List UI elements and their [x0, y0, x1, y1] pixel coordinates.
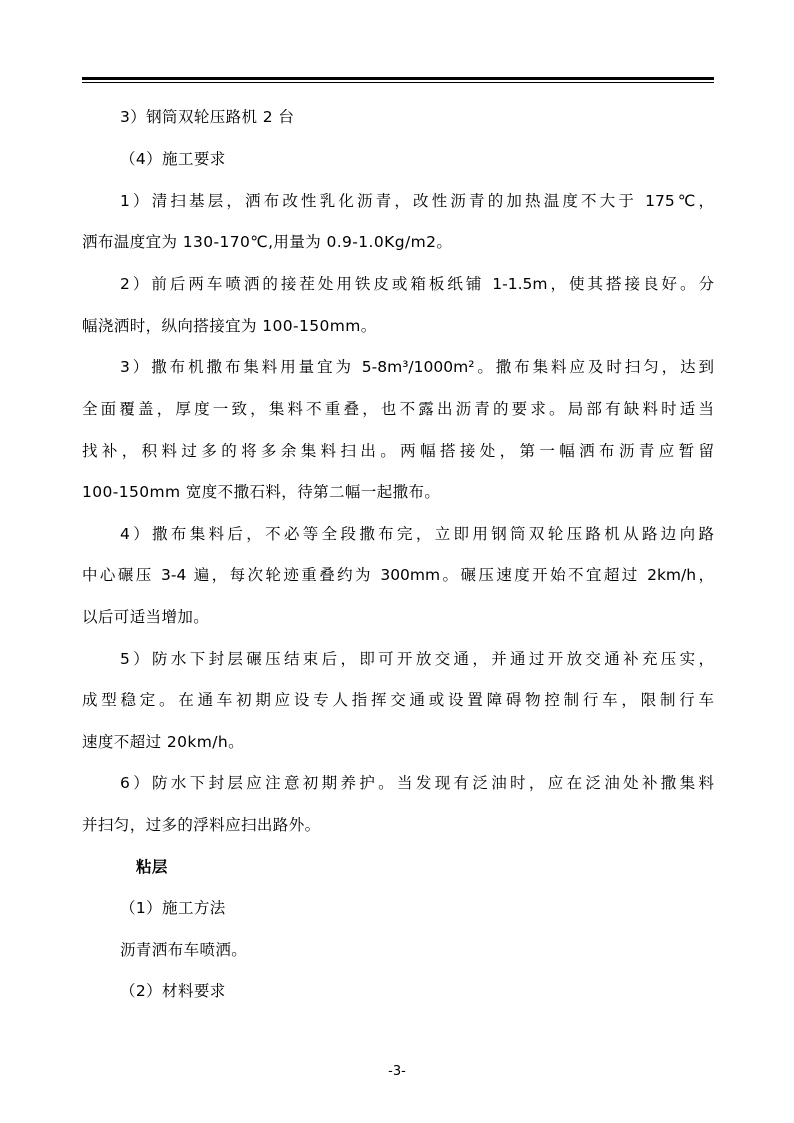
text-line: 速度不超过 20km/h。 — [82, 733, 244, 751]
text-line: 4）撒布集料后，不必等全段撒布完，立即用钢筒双轮压路机从路边向路 — [120, 525, 714, 543]
header-rule-thin — [82, 82, 714, 83]
text-line: 6）防水下封层应注意初期养护。当发现有泛油时，应在泛油处补撒集料 — [120, 774, 714, 792]
text-line: 并扫匀，过多的浮料应扫出路外。 — [82, 816, 321, 834]
text-line: 成型稳定。在通车初期应设专人指挥交通或设置障碍物控制行车，限制行车 — [82, 691, 714, 709]
text-line: 全面覆盖，厚度一致，集料不重叠，也不露出沥青的要求。局部有缺料时适当 — [82, 400, 714, 418]
page-number: -3- — [388, 1064, 406, 1079]
text-line: 中心碾压 3-4 遍，每次轮迹重叠约为 300mm。碾压速度开始不宜超过 2km/h， — [82, 566, 714, 584]
section-heading: （1）施工方法 — [120, 899, 226, 917]
text-line: 100-150mm 宽度不撒石料，待第二幅一起撒布。 — [82, 483, 441, 501]
text-line: 1）清扫基层，洒布改性乳化沥青，改性沥青的加热温度不大于 175℃， — [120, 192, 714, 210]
header-rule — [82, 77, 714, 80]
text-line: 以后可适当增加。 — [82, 608, 210, 626]
section-heading: （2）材料要求 — [120, 982, 226, 1000]
text-line: 找补，积料过多的将多余集料扫出。两幅搭接处，第一幅洒布沥青应暂留 — [82, 442, 714, 460]
section-title: 粘层 — [136, 858, 168, 876]
text-line: 沥青洒布车喷洒。 — [120, 941, 248, 959]
text-line: 洒布温度宜为 130-170℃,用量为 0.9-1.0Kg/m2。 — [82, 233, 453, 251]
text-line: 幅浇洒时，纵向搭接宜为 100-150mm。 — [82, 317, 377, 335]
section-heading: （4）施工要求 — [120, 150, 226, 168]
text-line: 3）钢筒双轮压路机 2 台 — [120, 108, 295, 126]
text-line: 5）防水下封层碾压结束后，即可开放交通，并通过开放交通补充压实， — [120, 650, 714, 668]
text-line: 3）撒布机撒布集料用量宜为 5-8m³/1000m²。撒布集料应及时扫匀，达到 — [120, 358, 714, 376]
text-line: 2）前后两车喷洒的接茬处用铁皮或箱板纸铺 1-1.5m，使其搭接良好。分 — [120, 275, 714, 293]
